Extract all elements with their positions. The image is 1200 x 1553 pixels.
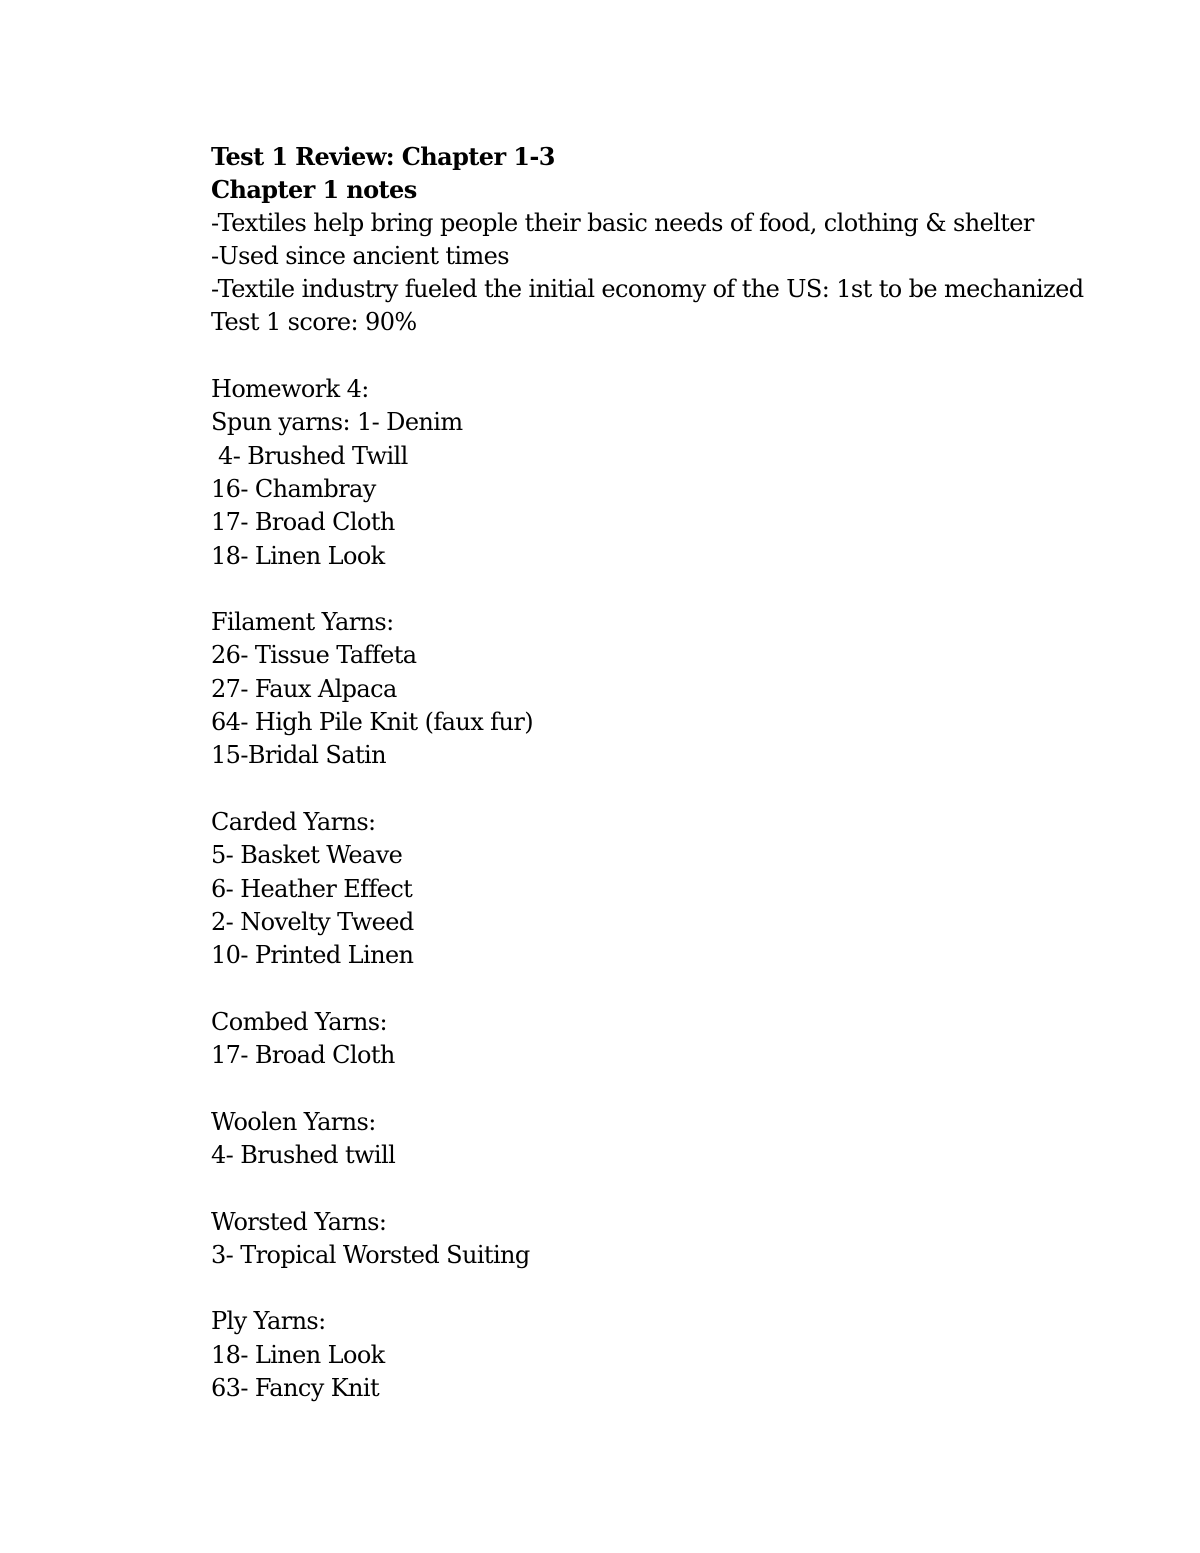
note-line: -Textile industry fueled the initial economy of the US: 1st to be mechanized	[211, 275, 1084, 304]
document-body	[211, 140, 1111, 1405]
list-item: 5- Basket Weave	[211, 841, 403, 870]
list-item: 15-Bridal Satin	[211, 741, 386, 770]
spacer	[211, 1172, 1111, 1205]
list-item: 2- Novelty Tweed	[211, 907, 414, 936]
test-score: Test 1 score: 90%	[211, 308, 417, 337]
spacer	[211, 573, 1111, 606]
section-heading-ply: Ply Yarns:	[211, 1307, 326, 1336]
spacer	[211, 773, 1111, 806]
list-item: 64- High Pile Knit (faux fur)	[211, 708, 533, 737]
spacer	[211, 1072, 1111, 1105]
list-item: 26- Tissue Taffeta	[211, 641, 417, 670]
section-heading-worsted: Worsted Yarns:	[211, 1207, 387, 1236]
document-title: Test 1 Review: Chapter 1-3	[211, 142, 555, 171]
spacer	[211, 340, 1111, 373]
spacer	[211, 972, 1111, 1005]
note-line: -Textiles help bring people their basic needs of food, clothing & shelter	[211, 208, 1034, 237]
list-item: 18- Linen Look	[211, 541, 385, 570]
list-item: 10- Printed Linen	[211, 941, 414, 970]
chapter-heading: Chapter 1 notes	[211, 175, 417, 205]
section-heading-combed: Combed Yarns:	[211, 1007, 387, 1036]
section-heading-carded: Carded Yarns:	[211, 807, 376, 836]
list-item: 4- Brushed twill	[211, 1140, 396, 1169]
list-item: 17- Broad Cloth	[211, 1041, 395, 1070]
list-item: 6- Heather Effect	[211, 874, 413, 903]
list-item: 18- Linen Look	[211, 1340, 385, 1369]
list-item: 3- Tropical Worsted Suiting	[211, 1240, 530, 1269]
homework-heading: Homework 4:	[211, 375, 369, 404]
list-item: 63- Fancy Knit	[211, 1373, 380, 1402]
list-item: 17- Broad Cloth	[211, 508, 395, 537]
spacer	[211, 1272, 1111, 1305]
note-line: -Used since ancient times	[211, 241, 509, 270]
section-heading-woolen: Woolen Yarns:	[211, 1107, 376, 1136]
list-item: 4- Brushed Twill	[211, 441, 408, 470]
list-item: 27- Faux Alpaca	[211, 674, 397, 703]
list-item: 16- Chambray	[211, 474, 376, 503]
section-heading-filament: Filament Yarns:	[211, 608, 394, 637]
section-heading-spun: Spun yarns: 1- Denim	[211, 408, 463, 437]
